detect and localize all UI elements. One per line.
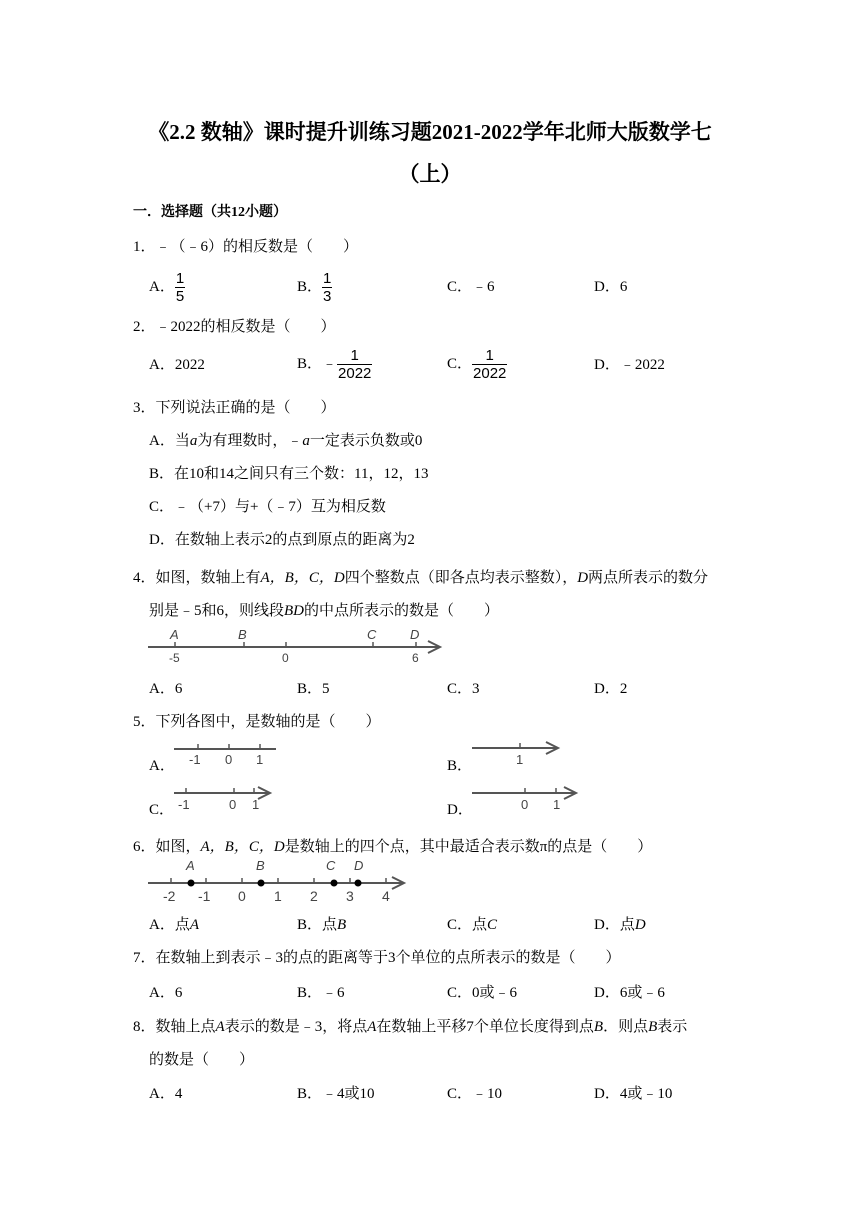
q4-option-a: A．6	[149, 681, 183, 697]
q3-option-c: C．﹣（+7）与+（﹣7）互为相反数	[149, 499, 386, 515]
tick-label: 1	[256, 752, 264, 767]
q8-option-d: D．4或﹣10	[594, 1086, 673, 1102]
point-label-b: B	[238, 627, 247, 642]
fraction: $\frac{1}{2022}$	[473, 347, 507, 382]
point-label-d: D	[354, 858, 364, 873]
q5-figure-c	[172, 784, 277, 814]
q2-option-d: D．﹣2022	[594, 357, 665, 373]
point-a-dot	[188, 880, 195, 887]
tick-label: 4	[382, 888, 390, 904]
q5-option-c: C．	[149, 802, 175, 818]
q1-option-d: D．6	[594, 279, 628, 295]
q5-option-a: A．	[149, 758, 175, 774]
tick-label: 2	[310, 888, 318, 904]
q2-option-b: B．﹣ $\frac{1}{2022}$	[297, 347, 372, 382]
point-label-a: A	[170, 627, 179, 642]
q2-option-c: C． $\frac{1}{2022}$	[447, 347, 507, 382]
q3-option-b: B．在10和14之间只有三个数：11，12，13	[149, 466, 429, 482]
question-3-stem: 3．下列说法正确的是（ ）	[133, 400, 336, 416]
q7-option-d: D．6或﹣6	[594, 985, 665, 1001]
q4-number-line-figure	[146, 625, 446, 665]
q4-option-c: C．3	[447, 681, 480, 697]
tick-label: 1	[553, 797, 561, 812]
tick-label: 0	[238, 888, 246, 904]
q4-option-b: B．5	[297, 681, 330, 697]
q8-option-a: A．4	[149, 1086, 183, 1102]
tick-label: -2	[163, 888, 176, 904]
question-4-stem-line2: 别是﹣5和6，则线段BD的中点所表示的数是（ ）	[149, 603, 500, 619]
q5-figure-b	[470, 738, 565, 768]
q1-option-a: A． $\frac{1}{5}$	[149, 270, 185, 305]
tick-label: 0	[225, 752, 233, 767]
q1-option-b: B． $\frac{1}{3}$	[297, 270, 332, 305]
tick-label: 0	[521, 797, 529, 812]
q7-option-a: A．6	[149, 985, 183, 1001]
q5-figure-a	[172, 740, 282, 770]
q6-option-b: B．点B	[297, 917, 347, 933]
point-d-dot	[355, 880, 362, 887]
page-title: 《2.2 数轴》课时提升训练习题2021-2022学年北师大版数学七	[148, 120, 712, 144]
point-label-a: A	[186, 858, 195, 873]
q7-option-c: C．0或﹣6	[447, 985, 518, 1001]
q8-option-b: B．﹣4或10	[297, 1086, 375, 1102]
q5-option-d: D．	[447, 802, 473, 818]
fraction: $\frac{1}{2022}$	[338, 347, 372, 382]
tick-label: -1	[189, 752, 201, 767]
q3-option-d: D．在数轴上表示2的点到原点的距离为2	[149, 532, 415, 548]
q5-figure-d	[470, 784, 582, 814]
fraction: $\frac{1}{3}$	[323, 270, 332, 305]
question-1-stem: 1．﹣（﹣6）的相反数是（ ）	[133, 239, 359, 255]
point-label-b: B	[256, 858, 265, 873]
q6-option-d: D．点D	[594, 917, 646, 933]
q1-option-c: C．﹣6	[447, 279, 495, 295]
tick-label: 1	[516, 752, 524, 767]
question-8-stem-line1: 8．数轴上点A表示的数是﹣3，将点A在数轴上平移7个单位长度得到点B．则点B表示	[133, 1019, 688, 1035]
tick-label: 1	[274, 888, 282, 904]
question-4-stem-line1: 4．如图，数轴上有A，B，C，D四个整数点（即各点均表示整数），D两点所表示的数分	[133, 570, 709, 586]
q3-option-a: A．当a为有理数时，﹣a一定表示负数或0	[149, 433, 423, 449]
question-5-stem: 5．下列各图中，是数轴的是（ ）	[133, 714, 381, 730]
tick-label: -1	[178, 797, 190, 812]
fraction: $\frac{1}{5}$	[175, 270, 185, 305]
q2-option-a: A．2022	[149, 357, 205, 373]
page-title-line2: （上）	[398, 162, 462, 186]
tick-label: -5	[169, 651, 180, 665]
tick-label: -1	[198, 888, 211, 904]
section-heading: 一．选择题（共12小题）	[133, 205, 287, 220]
q6-number-line-figure	[146, 855, 411, 905]
q5-option-b: B．	[447, 758, 473, 774]
tick-label: 3	[346, 888, 354, 904]
tick-label: 0	[282, 651, 289, 665]
point-label-d: D	[410, 627, 420, 642]
tick-label: 6	[412, 651, 419, 665]
question-6-stem: 6．如图，A，B，C，D是数轴上的四个点，其中最适合表示数π的点是（ ）	[133, 839, 653, 855]
question-7-stem: 7．在数轴上到表示﹣3的点的距离等于3个单位的点所表示的数是（ ）	[133, 950, 621, 966]
question-2-stem: 2．﹣2022的相反数是（ ）	[133, 319, 336, 335]
q8-option-c: C．﹣10	[447, 1086, 503, 1102]
q7-option-b: B．﹣6	[297, 985, 345, 1001]
point-c-dot	[331, 880, 338, 887]
point-label-c: C	[367, 627, 377, 642]
point-b-dot	[258, 880, 265, 887]
q6-option-a: A．点A	[149, 917, 200, 933]
q4-option-d: D．2	[594, 681, 628, 697]
tick-label: 1	[252, 797, 260, 812]
point-label-c: C	[326, 858, 336, 873]
tick-label: 0	[229, 797, 237, 812]
question-8-stem-line2: 的数是（ ）	[149, 1052, 255, 1068]
q6-option-c: C．点C	[447, 917, 498, 933]
